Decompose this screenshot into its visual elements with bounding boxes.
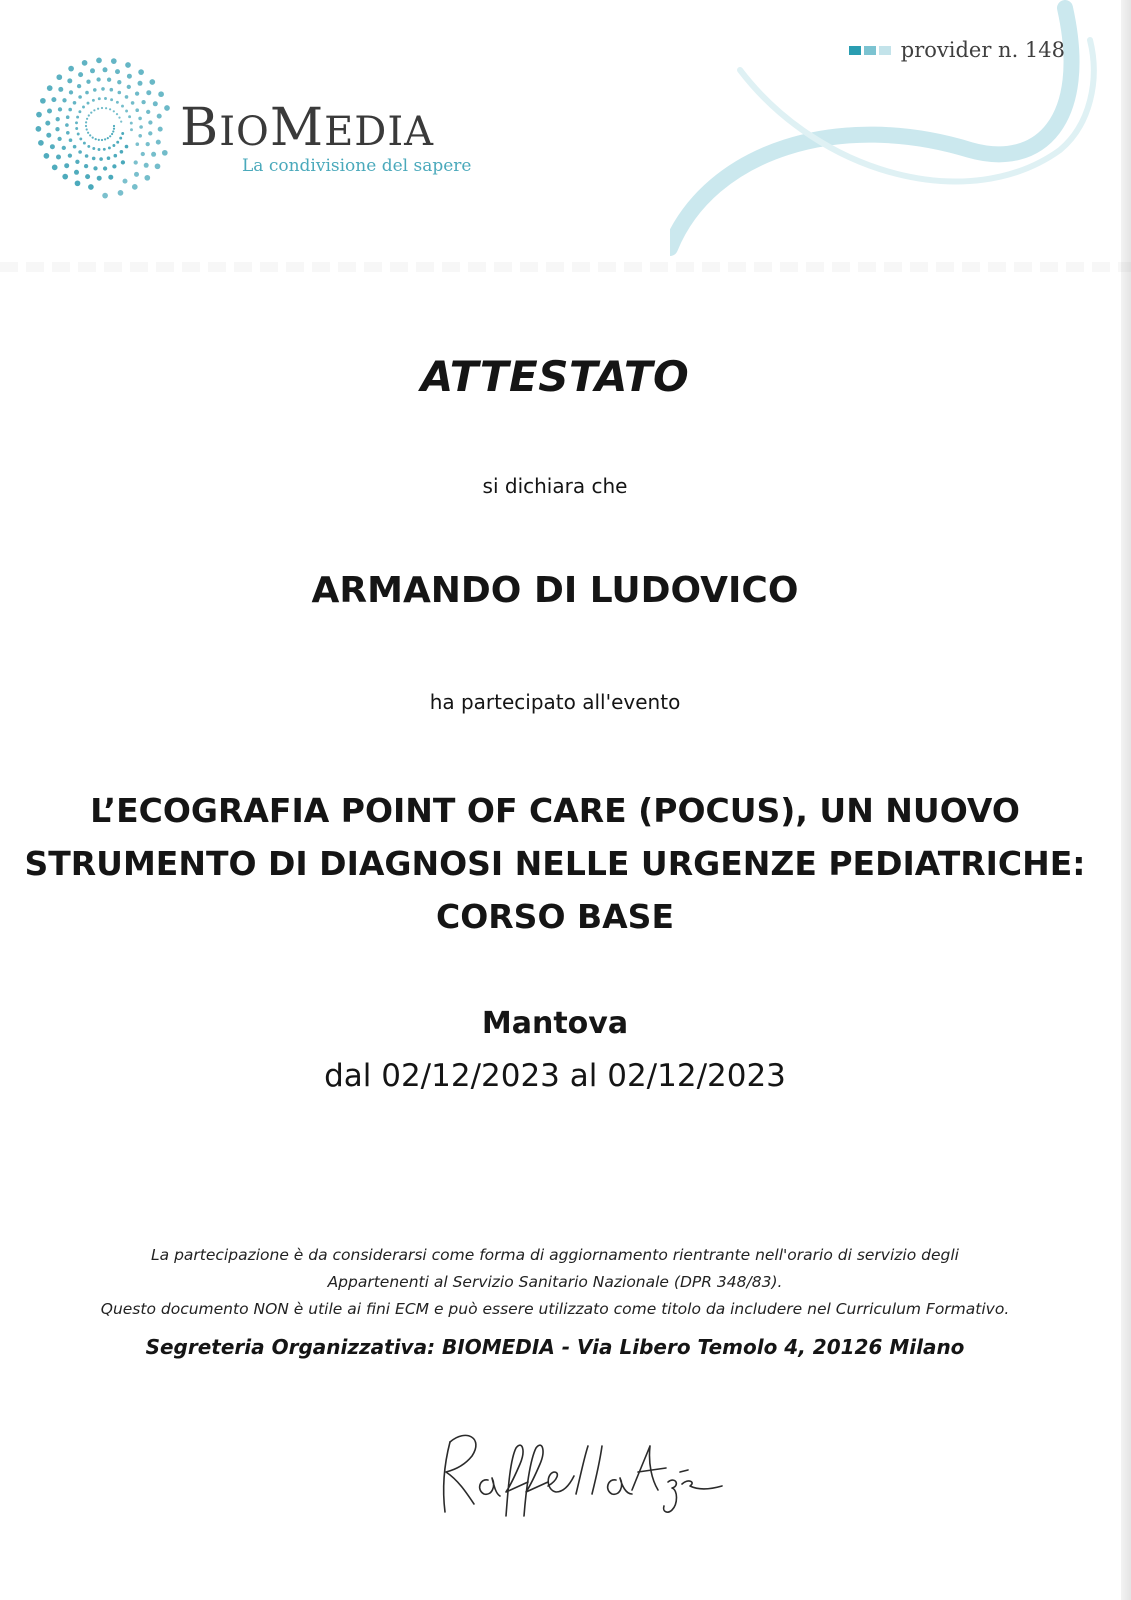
logo-dot (158, 91, 164, 97)
logo-dot (120, 121, 122, 123)
logo-dot (162, 150, 168, 156)
logo-dot (92, 157, 96, 161)
logo-dot (89, 134, 91, 136)
logo-dot (67, 78, 72, 83)
biomedia-spiral-logo (30, 52, 170, 202)
logo-dot (78, 110, 81, 113)
logo-dot (109, 108, 111, 110)
logo-dot (82, 60, 88, 66)
logo-dot (101, 107, 103, 109)
logo-dot (55, 127, 59, 131)
logo-dot (128, 115, 131, 118)
event-dates: dal 02/12/2023 al 02/12/2023 (324, 1058, 786, 1094)
logo-dot (127, 74, 132, 79)
provider-label (849, 38, 1065, 62)
logo-dot (57, 137, 61, 141)
logo-dot (130, 122, 133, 125)
brand-tagline: La condivisione del sapere (242, 156, 472, 176)
logo-dot (98, 148, 101, 151)
logo-dot (98, 139, 100, 141)
logo-dot (97, 176, 102, 181)
logo-dot (127, 85, 131, 89)
logo-dot (44, 153, 50, 159)
logo-dot (90, 68, 95, 73)
logo-dot (119, 137, 122, 140)
logo-dot (107, 78, 111, 82)
logo-dot (116, 141, 119, 144)
logo-dot (138, 134, 142, 138)
logo-dot (87, 145, 90, 148)
logo-dot (115, 69, 120, 74)
logo-dot (118, 117, 120, 119)
logo-dot (164, 105, 170, 111)
logo-dot (123, 179, 128, 184)
logo-dot (95, 138, 97, 140)
logo-dot (146, 142, 150, 146)
logo-dot (116, 101, 119, 104)
logo-dot (111, 133, 113, 135)
logo-dot (107, 156, 111, 160)
logo-dot (62, 174, 68, 180)
logo-dot (112, 130, 114, 132)
logo-dot (75, 160, 79, 164)
logo-dot (144, 175, 150, 181)
logo-dot (131, 101, 135, 105)
logo-dot (155, 163, 161, 169)
logo-dot (132, 184, 138, 190)
event-title-line: STRUMENTO DI DIAGNOSI NELLE URGENZE PEDIATRICHE: (24, 844, 1086, 883)
logo-dot (144, 163, 149, 168)
logo-dot (148, 120, 152, 124)
logo-dot (139, 125, 143, 129)
logo-dot (141, 100, 145, 104)
logo-dot (146, 90, 151, 95)
logo-dot (110, 88, 114, 92)
logo-dot (88, 184, 94, 190)
logo-dot (86, 128, 88, 130)
logo-dot (101, 87, 105, 91)
logo-dot (56, 74, 62, 80)
logo-dot (113, 110, 115, 112)
logo-dot (88, 114, 90, 116)
logo-dot (153, 101, 158, 106)
logo-dot (36, 126, 42, 132)
logo-dot (102, 193, 108, 199)
logo-dot (111, 58, 117, 64)
logo-dot (92, 147, 95, 150)
logo-dot (125, 95, 129, 99)
logo-dot (75, 180, 81, 186)
logo-dot (134, 172, 139, 177)
logo-dot (52, 165, 58, 171)
logo-dot (103, 148, 106, 151)
event-title-line: L’ECOGRAFIA POINT OF CARE (POCUS), UN NUOVO (90, 791, 1020, 830)
logo-dot (98, 97, 101, 100)
logo-dot (138, 69, 144, 75)
logo-dot (87, 102, 90, 105)
logo-dot (96, 58, 102, 64)
logo-dot (134, 160, 138, 164)
declaration-text: si dichiara che (482, 474, 628, 498)
logo-dot (85, 154, 89, 158)
logo-dot (113, 125, 115, 127)
logo-dot (56, 117, 60, 121)
legal-note-line: Questo documento NON è utile ai fini ECM e può essere utilizzato come titolo da includere nel Curriculum Formativo. (100, 1300, 1010, 1318)
logo-dot (120, 150, 124, 154)
logo-dot (84, 164, 88, 168)
logo-dot (38, 140, 44, 146)
logo-dot (109, 135, 111, 137)
logo-dot (78, 150, 82, 154)
logo-dot (77, 84, 81, 88)
header-divider (0, 262, 1131, 272)
logo-dot (157, 114, 162, 119)
logo-dot (118, 190, 124, 196)
handwritten-signature (436, 1420, 726, 1530)
logo-dot (136, 142, 140, 146)
logo-dot (96, 77, 100, 81)
logo-dot (93, 166, 97, 170)
logo-dot (56, 155, 61, 160)
legal-notes (0, 1242, 1110, 1323)
logo-dot (85, 91, 89, 95)
logo-dot (76, 116, 79, 119)
logo-dot (92, 99, 95, 102)
event-location: Mantova (481, 1006, 629, 1041)
logo-dot (64, 163, 69, 168)
logo-dot (125, 145, 129, 149)
logo-dot (78, 95, 82, 99)
logo-dot (135, 91, 139, 95)
logo-dot (66, 131, 70, 135)
logo-dot (117, 80, 121, 84)
logo-dot (104, 138, 106, 140)
organizing-secretariat: Segreteria Organizzativa: BIOMEDIA - Via Libero Temolo 4, 20126 Milano (145, 1335, 965, 1359)
logo-dot (79, 137, 82, 140)
participant-name: ARMANDO DI LUDOVICO (311, 570, 799, 611)
logo-dot (93, 88, 97, 92)
logo-dot (151, 152, 156, 157)
logo-dot (69, 90, 73, 94)
provider-number: provider n. 148 (900, 38, 1065, 62)
logo-dot (108, 175, 113, 180)
logo-dot (104, 97, 107, 100)
logo-dot (121, 132, 124, 135)
logo-dot (116, 113, 118, 115)
provider-squares-icon (849, 46, 891, 55)
logo-dot (73, 101, 77, 105)
logo-dot (158, 127, 163, 132)
logo-dot (58, 87, 63, 92)
legal-note-line: La partecipazione è da considerarsi come forma di aggiornamento rientrante nell'orario di servizio degli (151, 1246, 959, 1264)
page-edge-shadow (1121, 0, 1131, 1600)
logo-dot (125, 110, 128, 113)
logo-dot (68, 66, 74, 72)
logo-dot (36, 112, 42, 118)
logo-dot (107, 137, 109, 139)
certificate-title: ATTESTATO (420, 352, 690, 401)
logo-dot (87, 132, 89, 134)
logo-dot (47, 85, 53, 91)
logo-dot (78, 72, 83, 77)
logo-dot (103, 166, 107, 170)
logo-dot (90, 112, 92, 114)
event-title (0, 784, 1110, 943)
logo-dot (103, 67, 108, 72)
logo-dot (110, 98, 113, 101)
logo-dot (93, 109, 95, 111)
logo-dot (86, 118, 88, 120)
logo-dot (118, 91, 122, 95)
logo-dot (112, 164, 116, 168)
brand-wordmark (180, 100, 434, 160)
logo-dot (73, 145, 77, 149)
logo-dot (121, 105, 124, 108)
logo-dot (58, 107, 62, 111)
logo-dot (85, 125, 87, 127)
logo-dot (148, 131, 152, 135)
logo-dot (97, 108, 99, 110)
event-title-line: CORSO BASE (436, 897, 674, 936)
logo-dot (82, 106, 85, 109)
logo-dot (101, 139, 103, 141)
logo-dot (51, 97, 56, 102)
logo-dot (121, 160, 125, 164)
logo-dot (40, 98, 46, 104)
participation-text: ha partecipato all'evento (429, 690, 681, 714)
logo-dot (75, 127, 78, 130)
logo-dot (125, 62, 131, 68)
logo-dot (85, 121, 87, 123)
logo-dot (77, 133, 80, 136)
logo-dot (149, 79, 155, 85)
logo-dot (138, 117, 142, 121)
legal-note-line: Appartenenti al Servizio Sanitario Nazionale (DPR 348/83). (327, 1273, 783, 1291)
logo-dot (68, 108, 72, 112)
logo-dot (62, 98, 66, 102)
brand-name: BIOMEDIA (180, 98, 435, 158)
logo-dot (83, 142, 86, 145)
logo-dot (66, 115, 70, 119)
logo-dot (50, 144, 55, 149)
logo-dot (112, 144, 115, 147)
logo-dot (113, 128, 115, 130)
logo-dot (86, 80, 90, 84)
logo-dot (46, 133, 51, 138)
logo-dot (141, 152, 145, 156)
logo-dot (138, 81, 143, 86)
logo-dot (92, 137, 94, 139)
logo-dot (62, 146, 66, 150)
logo-dot (65, 123, 69, 127)
logo-dot (130, 128, 133, 131)
logo-dot (108, 146, 111, 149)
logo-dot (85, 174, 90, 179)
logo-dot (146, 110, 150, 114)
logo-dot (47, 109, 52, 114)
logo-dot (69, 138, 73, 142)
logo-dot (74, 170, 79, 175)
logo-dot (114, 154, 118, 158)
logo-dot (75, 121, 78, 124)
logo-dot (68, 153, 72, 157)
logo-dot (45, 121, 50, 126)
logo-dot (156, 140, 161, 145)
logo-dot (105, 107, 107, 109)
logo-dot (99, 157, 103, 161)
logo-dot (135, 108, 139, 112)
